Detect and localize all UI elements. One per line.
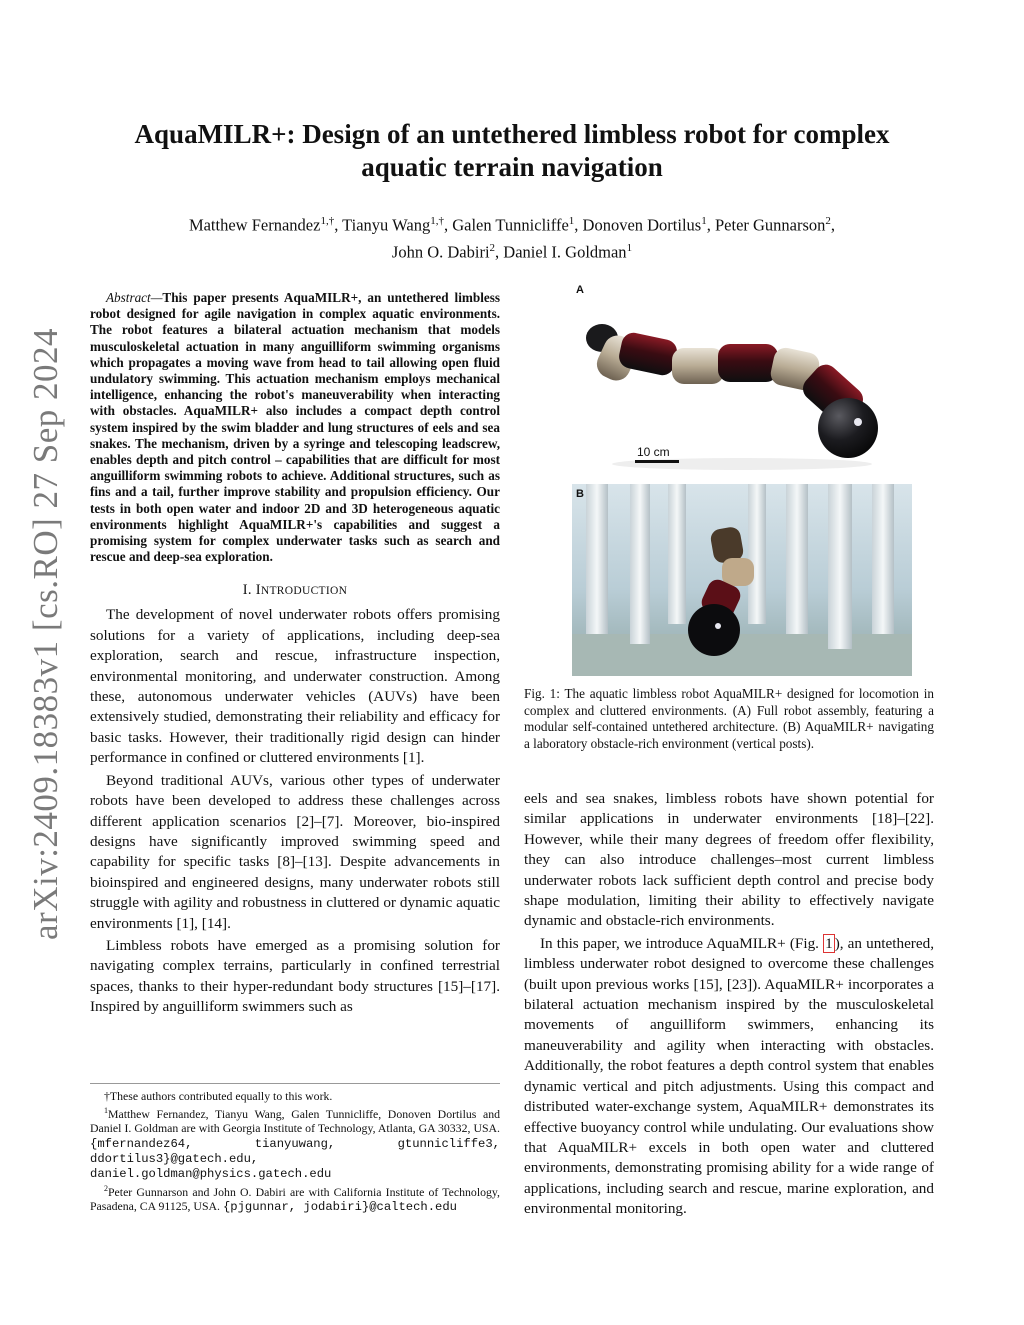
abstract-lead: Abstract—: [106, 290, 163, 305]
author-name: Galen Tunnicliffe: [452, 215, 569, 235]
robot-photo-full-assembly: [572, 298, 912, 478]
footnote-mark: 1: [104, 1106, 108, 1116]
section-initial: I: [255, 582, 261, 599]
affiliation-mark: 2: [825, 215, 831, 227]
panel-label-b: B: [576, 488, 584, 500]
paper-title: AquaMILR+: Design of an untethered limbless robot for complex aquatic terrain navigation: [134, 119, 890, 182]
author-name: Daniel I. Goldman: [503, 242, 627, 261]
section-number: I.: [242, 582, 256, 599]
affiliation-mark: 1: [568, 215, 575, 227]
body-paragraph: Limbless robots have emerged as a promising solution for navigating complex terrains, particularly in confined terrestrial spaces, thanks to their hyper-redundant body structures [15]–[17]. Inspired by anguilliform swimmers such as: [90, 936, 500, 1016]
affiliation-mark: 1,†: [320, 215, 335, 227]
figure-reference-link[interactable]: 1: [825, 934, 833, 952]
affiliation-mark: 1,†: [430, 215, 444, 227]
arxiv-identifier: arXiv:2409.18383v1 [cs.RO] 27 Sep 2024: [26, 327, 65, 940]
robot-illustration: [572, 298, 912, 478]
abstract-text: This paper presents AquaMILR+, an untethered limbless robot designed for agile navigation in complex aquatic environments. The robot features a bilateral actuation mechanism that models musculoskeletal actuation in many anguilliform swimming organisms which propagates a moving wave from head to tail allowing open fluid undulatory swimming. This actuation mechanism employs mechanical intelligence, enhancing the robot's maneuverability when interacting with obstacles. AquaMILR+ also includes a compact depth control system inspired by the swim bladder and lung structures of eels and sea snakes. The mechanism, driven by a syringe and telescoping leadscrew, enables depth and pitch control – capabilities that are difficult for most anguilliform swimming robots to achieve. Additional structures, such as fins and a tail, further improve stability and propulsion efficiency. Our tests in both open water and indoor 2D and 3D heterogeneous aquatic environments highlight AquaMILR+'s capabilities and suggest a promising system for complex underwater tasks such as search and rescue and deep-sea exploration.: [90, 290, 500, 565]
author-line-1: Matthew Fernandez$^{1,\dagger}$, Tianyu Wang$^{1,\dagger}$, Galen Tunnicliffe$^1$, Donoven Dortilus$^1$, Peter Gunnarson$^2$,: [188, 215, 836, 235]
author-name: John O. Dabiri: [391, 242, 490, 261]
author-name: Matthew Fernandez: [188, 215, 321, 235]
section-heading-introduction: [90, 582, 500, 599]
author-name: Tianyu Wang: [342, 215, 431, 235]
affiliation-mark: 1: [626, 241, 633, 254]
body-paragraph: eels and sea snakes, limbless robots have shown potential for similar applications in underwater environments [18]–[22]. However, while their many degrees of freedom offer flexibility, they can also introduce challenges–most current limbless underwater robots lack sufficient depth control and precise body shape modulation, limiting their ability to effectively navigate dynamic and obstacle-rich environments.: [524, 790, 934, 930]
footnotes: [90, 1083, 500, 1215]
author-name: Peter Gunnarson: [714, 215, 826, 235]
footnote-affiliation-1: [90, 1104, 500, 1181]
email-list: {mfernandez64, tianyuwang, gtunnicliffe3, ddortilus3}@gatech.edu, daniel.goldman@physics.gatech.edu: [90, 1136, 500, 1181]
scale-bar: [635, 460, 679, 463]
affiliation-mark: 2: [489, 241, 496, 254]
footnote-text: Peter Gunnarson and John O. Dabiri are with California Institute of Technology, Pasadena, CA 91125, USA.: [90, 1185, 500, 1214]
author-name: Donoven Dortilus: [582, 215, 702, 235]
right-column: [524, 789, 934, 1222]
paragraph-text: In this paper, we introduce AquaMILR+ (Fig.: [540, 934, 824, 952]
figure-caption: Fig. 1: The aquatic limbless robot AquaMILR+ designed for locomotion in complex and cluttered environments. (A) Full robot assembly, featuring a modular self-contained untethered architecture. (B) AquaMILR+ navigating a laboratory obstacle-rich environment (vertical posts).: [524, 686, 934, 751]
scale-label: 10 cm: [637, 445, 670, 459]
obstacle-tank-illustration: [572, 484, 912, 676]
author-line-2: John O. Dabiri$^2$, Daniel I. Goldman$^1$: [391, 241, 633, 261]
body-paragraph: The development of novel underwater robots offers promising solutions for a variety of applications, including deep-sea exploration, search and rescue, infrastructure inspection, environmental monitoring, and underwater construction. Among these, autonomous underwater vehicles (AUVs) have been extensively studied, demonstrating their reliability and efficacy for basic tasks. However, their traditionally rigid design can hinder performance in confined or cluttered environments [1].: [90, 606, 500, 767]
robot-head: [818, 398, 878, 458]
left-column: [90, 290, 500, 1020]
email-list: {pjgunnar, jodabiri}@caltech.edu: [222, 1200, 457, 1215]
footnote-text: Matthew Fernandez, Tianyu Wang, Galen Tunnicliffe, Donoven Dortilus and Daniel I. Goldman are with Georgia Institute of Technology, Atlanta, GA 30332, USA.: [90, 1107, 500, 1136]
body-paragraph: Beyond traditional AUVs, various other types of underwater robots have been developed to address these challenges across different application scenarios [2]–[7]. Moreover, bio-inspired designs have significantly improved swimming speed and capability for specific tasks [8]–[13]. Despite advancements in bioinspired and engineered designs, many underwater robots still struggle with agility and robustness in cluttered or dynamic aquatic environments [1], [14].: [90, 771, 500, 932]
footnote-equal-contribution: †These authors contributed equally to this work.: [104, 1089, 333, 1103]
paragraph-text: ), an untethered, limbless underwater robot designed to overcome these challenges (built upon previous works [15], [23]). AquaMILR+ incorporates a bilateral actuation mechanism inspired by the musculoskeletal movements of anguilliform swimmers, enhancing its maneuverability and agility when interacting with obstacles. Additionally, the robot features a depth control system that enables dynamic vertical and pitch adjustments. Using this compact and distributed water-exchange system, AquaMILR+ demonstrates its effective buoyancy control while undulating. Our evaluations show that AquaMILR+ excels in both open water and cluttered environments, demonstrating promising ability for a wide range of applications, including search and rescue, marine exploration, and environmental monitoring.: [524, 934, 934, 1218]
section-title-smallcaps: NTRODUCTION: [260, 585, 348, 598]
robot-photo-obstacle-environment: [572, 484, 912, 676]
body-paragraph: [524, 934, 934, 1220]
abstract: [90, 290, 500, 565]
footnote-mark: 2: [104, 1184, 108, 1194]
affiliation-mark: 1: [701, 215, 707, 227]
author-list: [100, 210, 924, 263]
footnote-affiliation-2: [90, 1182, 500, 1214]
panel-label-a: A: [576, 284, 584, 296]
